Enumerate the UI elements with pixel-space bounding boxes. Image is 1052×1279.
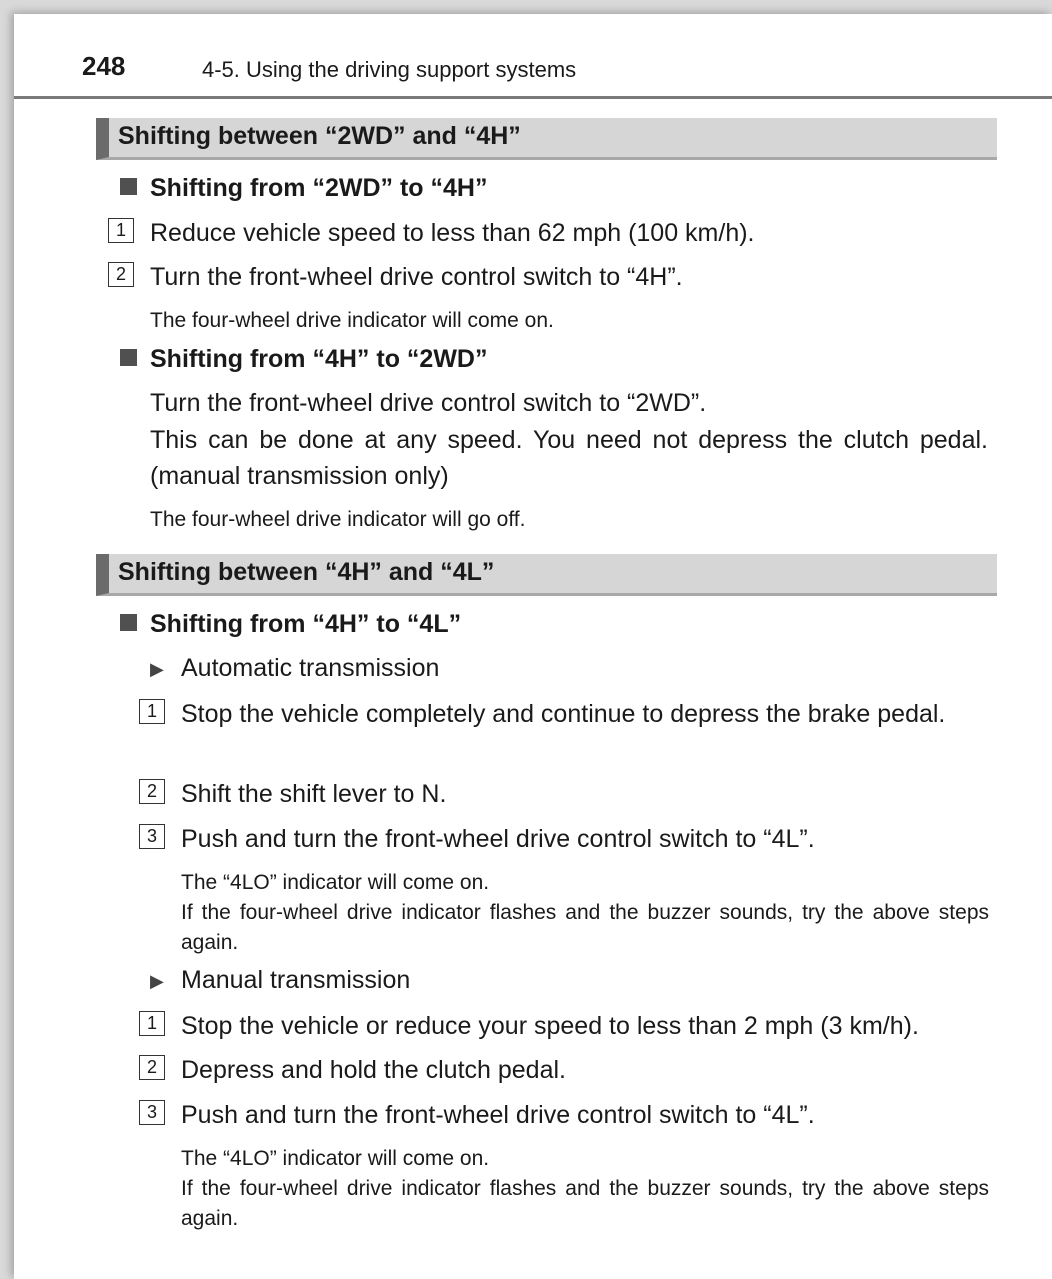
step-text: Shift the shift lever to N. (181, 780, 447, 808)
section-heading-2wd-4h (96, 118, 997, 160)
step-text: Turn the front-wheel drive control switch to “4H”. (150, 263, 683, 291)
step-number: 2 (139, 779, 165, 804)
note-text: The four-wheel drive indicator will go off. (150, 508, 526, 531)
step-number: 3 (139, 824, 165, 849)
note-text: The “4LO” indicator will come on. (181, 1147, 490, 1170)
step-number: 1 (108, 218, 134, 243)
subheading-4h-to-2wd: Shifting from “4H” to “2WD” (120, 343, 487, 375)
transmission-label: Manual transmission (181, 966, 411, 994)
transmission-label: Automatic transmission (181, 654, 440, 682)
chapter-title: 4-5. Using the driving support systems (202, 57, 577, 82)
note-text: If the four-wheel drive indicator flashes and the buzzer sounds, try the above steps again. (181, 1177, 989, 1230)
paragraph-text: This can be done at any speed. You need not depress the clutch pedal. (manual transmission only) (150, 426, 988, 490)
note-text: If the four-wheel drive indicator flashes and the buzzer sounds, try the above steps again. (181, 901, 989, 954)
square-bullet-icon (120, 614, 137, 631)
step-number: 2 (108, 262, 134, 287)
note-text: The “4LO” indicator will come on. (181, 871, 490, 894)
note-text: The four-wheel drive indicator will come on. (150, 309, 554, 332)
step-text: Push and turn the front-wheel drive control switch to “4L”. (181, 825, 815, 853)
step-number: 2 (139, 1055, 165, 1080)
page-number: 248 (82, 51, 126, 81)
square-bullet-icon (120, 178, 137, 195)
section-title: Shifting between “2WD” and “4H” (118, 122, 521, 150)
section-title: Shifting between “4H” and “4L” (118, 558, 495, 586)
step-text: Reduce vehicle speed to less than 62 mph (100 km/h). (150, 219, 755, 247)
step-number: 1 (139, 699, 165, 724)
paragraph-text: Turn the front-wheel drive control switch to “2WD”. (150, 389, 707, 417)
step-text: Stop the vehicle completely and continue to depress the brake pedal. (181, 700, 946, 728)
subheading-4h-to-4l: Shifting from “4H” to “4L” (120, 608, 461, 640)
step-text: Depress and hold the clutch pedal. (181, 1056, 566, 1084)
triangle-bullet-icon: ▶ (150, 659, 164, 679)
step-number: 1 (139, 1011, 165, 1036)
step-text: Push and turn the front-wheel drive control switch to “4L”. (181, 1101, 815, 1129)
square-bullet-icon (120, 349, 137, 366)
step-number: 3 (139, 1100, 165, 1125)
section-heading-4h-4l (96, 554, 997, 596)
subheading-2wd-to-4h: Shifting from “2WD” to “4H” (120, 172, 487, 204)
triangle-bullet-icon: ▶ (150, 971, 164, 991)
header-divider (14, 96, 1052, 99)
step-text: Stop the vehicle or reduce your speed to less than 2 mph (3 km/h). (181, 1012, 919, 1040)
